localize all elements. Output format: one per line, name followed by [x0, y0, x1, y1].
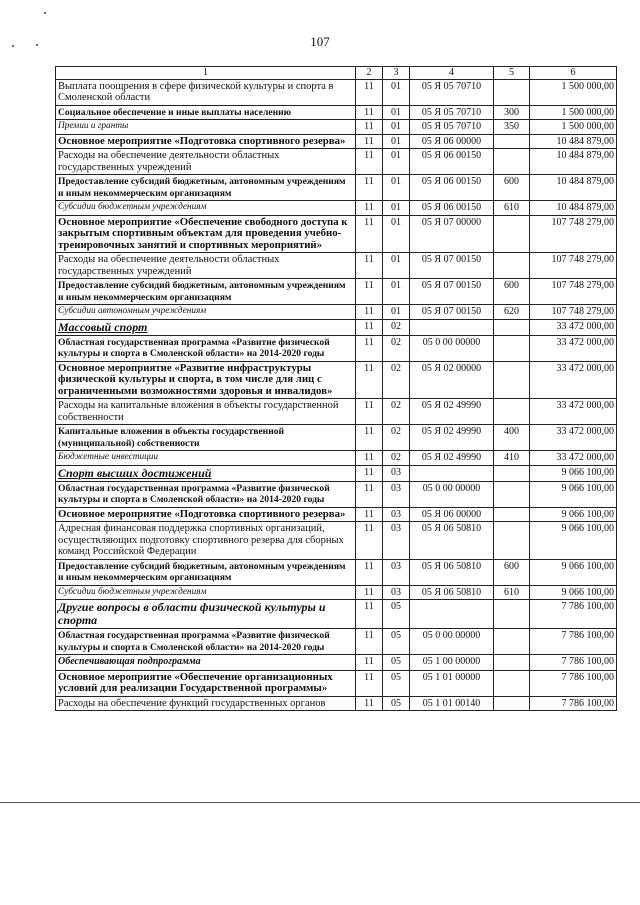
- row-name-cell: [56, 585, 356, 600]
- section-code-cell: 11: [356, 655, 383, 671]
- section-code-cell: 11: [356, 175, 383, 201]
- amount-cell: 7 786 100,00: [530, 670, 617, 696]
- expense-type-cell: [494, 507, 530, 522]
- row-name-cell: [56, 361, 356, 399]
- section-code-cell: 11: [356, 399, 383, 425]
- column-header-6: 6: [530, 67, 617, 80]
- column-header-5: 5: [494, 67, 530, 80]
- amount-cell: 1 500 000,00: [530, 79, 617, 105]
- table-row: [56, 585, 617, 600]
- target-article-cell: 05 1 01 00000: [410, 670, 494, 696]
- row-name-text: Основное мероприятие «Развитие инфраструктуры физической культуры и спорта, в том числе для лиц с ограниченными возможностями здоровья и инвалидов»: [58, 361, 333, 397]
- row-name-text: Капитальные вложения в объекты государственной (муниципальной) собственности: [58, 426, 285, 449]
- row-name-cell: [56, 175, 356, 201]
- subsection-code-cell: 01: [383, 253, 410, 279]
- subsection-code-cell: 01: [383, 79, 410, 105]
- row-name-cell: [56, 279, 356, 305]
- subsection-code-cell: 01: [383, 175, 410, 201]
- section-code-cell: 11: [356, 522, 383, 560]
- amount-cell: 9 066 100,00: [530, 522, 617, 560]
- target-article-cell: 05 0 00 00000: [410, 629, 494, 655]
- amount-cell: 7 786 100,00: [530, 600, 617, 629]
- row-name-cell: [56, 425, 356, 451]
- target-article-cell: 05 Я 06 00150: [410, 175, 494, 201]
- table-row: [56, 319, 617, 335]
- target-article-cell: 05 Я 02 49990: [410, 451, 494, 466]
- budget-table: [55, 66, 617, 711]
- subsection-code-cell: 05: [383, 696, 410, 711]
- expense-type-cell: [494, 629, 530, 655]
- target-article-cell: 05 1 01 00140: [410, 696, 494, 711]
- subsection-code-cell: 03: [383, 481, 410, 507]
- row-name-cell: [56, 399, 356, 425]
- amount-cell: 10 484 879,00: [530, 201, 617, 216]
- subsection-code-cell: 02: [383, 335, 410, 361]
- row-name-cell: [56, 215, 356, 253]
- row-name-cell: [56, 507, 356, 522]
- row-name-text: Расходы на капитальные вложения в объекты государственной собственности: [58, 400, 339, 423]
- expense-type-cell: [494, 670, 530, 696]
- target-article-cell: 05 Я 07 00150: [410, 305, 494, 320]
- row-name-text: Субсидии бюджетным учреждениям: [58, 202, 207, 212]
- target-article-cell: 05 Я 07 00000: [410, 215, 494, 253]
- amount-cell: 33 472 000,00: [530, 425, 617, 451]
- row-name-text: Субсидии бюджетным учреждениям: [58, 586, 207, 597]
- row-name-cell: [56, 481, 356, 507]
- row-name-cell: [56, 201, 356, 216]
- expense-type-cell: 600: [494, 559, 530, 585]
- subsection-code-cell: 05: [383, 600, 410, 629]
- table-row: [56, 629, 617, 655]
- target-article-cell: 05 Я 02 49990: [410, 425, 494, 451]
- subsection-code-cell: 03: [383, 585, 410, 600]
- table-row: [56, 175, 617, 201]
- expense-type-cell: [494, 134, 530, 149]
- row-name-text: Спорт высших достижений: [58, 465, 212, 480]
- target-article-cell: [410, 600, 494, 629]
- subsection-code-cell: 01: [383, 215, 410, 253]
- row-name-text: Премии и гранты: [58, 121, 129, 131]
- section-code-cell: 11: [356, 120, 383, 135]
- row-name-text: Расходы на обеспечение функций государственных органов: [58, 697, 326, 709]
- row-name-text: Адресная финансовая поддержка спортивных организаций, осуществляющих подготовку спортивного резерва для сборных команд Российской Федерации: [58, 523, 344, 557]
- section-code-cell: 11: [356, 215, 383, 253]
- amount-cell: 1 500 000,00: [530, 120, 617, 135]
- row-name-text: Выплата поощрения в сфере физической культуры и спорта в Смоленской области: [58, 80, 334, 103]
- table-row: [56, 507, 617, 522]
- subsection-code-cell: 03: [383, 559, 410, 585]
- row-name-cell: [56, 670, 356, 696]
- subsection-code-cell: 03: [383, 522, 410, 560]
- target-article-cell: [410, 465, 494, 481]
- row-name-cell: [56, 335, 356, 361]
- subsection-code-cell: 02: [383, 361, 410, 399]
- row-name-cell: [56, 522, 356, 560]
- amount-cell: 107 748 279,00: [530, 305, 617, 320]
- table-row: [56, 425, 617, 451]
- target-article-cell: 05 Я 05 70710: [410, 105, 494, 120]
- subsection-code-cell: 03: [383, 465, 410, 481]
- subsection-code-cell: 01: [383, 105, 410, 120]
- table-row: [56, 134, 617, 149]
- subsection-code-cell: 01: [383, 134, 410, 149]
- table-row: [56, 279, 617, 305]
- scan-speck: [36, 44, 38, 46]
- expense-type-cell: [494, 399, 530, 425]
- section-code-cell: 11: [356, 134, 383, 149]
- row-name-text: Основное мероприятие «Обеспечение свободного доступа к закрытым спортивным объектам для проведения учебно-тренировочных занятий и спортивных мероприятий»: [58, 215, 348, 251]
- row-name-cell: [56, 696, 356, 711]
- column-header-3: 3: [383, 67, 410, 80]
- expense-type-cell: [494, 465, 530, 481]
- amount-cell: 107 748 279,00: [530, 279, 617, 305]
- subsection-code-cell: 01: [383, 120, 410, 135]
- target-article-cell: 05 Я 07 00150: [410, 253, 494, 279]
- amount-cell: 33 472 000,00: [530, 335, 617, 361]
- column-header-4: 4: [410, 67, 494, 80]
- expense-type-cell: 300: [494, 105, 530, 120]
- column-header-2: 2: [356, 67, 383, 80]
- amount-cell: 9 066 100,00: [530, 481, 617, 507]
- amount-cell: 7 786 100,00: [530, 629, 617, 655]
- expense-type-cell: [494, 335, 530, 361]
- row-name-cell: [56, 79, 356, 105]
- expense-type-cell: [494, 319, 530, 335]
- column-number-row: [56, 67, 617, 80]
- target-article-cell: 05 Я 02 00000: [410, 361, 494, 399]
- expense-type-cell: [494, 522, 530, 560]
- scan-fold-line: [0, 802, 640, 803]
- table-row: [56, 105, 617, 120]
- subsection-code-cell: 03: [383, 507, 410, 522]
- section-code-cell: 11: [356, 253, 383, 279]
- subsection-code-cell: 02: [383, 319, 410, 335]
- table-row: [56, 559, 617, 585]
- expense-type-cell: [494, 600, 530, 629]
- table-row: [56, 201, 617, 216]
- table-row: [56, 465, 617, 481]
- target-article-cell: 05 1 00 00000: [410, 655, 494, 671]
- subsection-code-cell: 02: [383, 425, 410, 451]
- row-name-cell: [56, 629, 356, 655]
- section-code-cell: 11: [356, 279, 383, 305]
- row-name-text: Обеспечивающая подпрограмма: [58, 656, 201, 667]
- subsection-code-cell: 05: [383, 629, 410, 655]
- section-code-cell: 11: [356, 105, 383, 120]
- row-name-cell: [56, 451, 356, 466]
- table-row: [56, 305, 617, 320]
- section-code-cell: 11: [356, 305, 383, 320]
- section-code-cell: 11: [356, 361, 383, 399]
- table-row: [56, 215, 617, 253]
- subsection-code-cell: 02: [383, 399, 410, 425]
- target-article-cell: 05 Я 07 00150: [410, 279, 494, 305]
- subsection-code-cell: 01: [383, 279, 410, 305]
- amount-cell: 9 066 100,00: [530, 559, 617, 585]
- page-number: 107: [310, 34, 330, 49]
- row-name-text: Предоставление субсидий бюджетным, автономным учреждениям и иным некоммерческим организациям: [58, 280, 346, 303]
- amount-cell: 33 472 000,00: [530, 361, 617, 399]
- table-row: [56, 670, 617, 696]
- amount-cell: 107 748 279,00: [530, 215, 617, 253]
- expense-type-cell: 610: [494, 585, 530, 600]
- amount-cell: 33 472 000,00: [530, 319, 617, 335]
- row-name-text: Областная государственная программа «Развитие физической культуры и спорта в Смоленской области» на 2014-2020 годы: [58, 482, 330, 505]
- row-name-cell: [56, 149, 356, 175]
- section-code-cell: 11: [356, 481, 383, 507]
- row-name-text: Субсидии автономным учреждениям: [58, 306, 207, 316]
- scan-speck: [12, 45, 14, 47]
- row-name-text: Расходы на обеспечение деятельности областных государственных учреждений: [58, 254, 280, 277]
- amount-cell: 9 066 100,00: [530, 465, 617, 481]
- table-row: [56, 335, 617, 361]
- target-article-cell: 05 Я 06 00000: [410, 507, 494, 522]
- row-name-cell: [56, 655, 356, 671]
- target-article-cell: 05 0 00 00000: [410, 335, 494, 361]
- expense-type-cell: [494, 655, 530, 671]
- amount-cell: 107 748 279,00: [530, 253, 617, 279]
- expense-type-cell: 620: [494, 305, 530, 320]
- row-name-cell: [56, 319, 356, 335]
- expense-type-cell: [494, 361, 530, 399]
- row-name-cell: [56, 134, 356, 149]
- table-row: [56, 149, 617, 175]
- row-name-text: Основное мероприятие «Обеспечение организационных условий для реализации Государственной программы»: [58, 670, 333, 694]
- row-name-text: Предоставление субсидий бюджетным, автономным учреждениям и иным некоммерческим организациям: [58, 560, 346, 583]
- section-code-cell: 11: [356, 600, 383, 629]
- amount-cell: 9 066 100,00: [530, 585, 617, 600]
- amount-cell: 10 484 879,00: [530, 134, 617, 149]
- target-article-cell: 05 Я 05 70710: [410, 120, 494, 135]
- expense-type-cell: 350: [494, 120, 530, 135]
- section-code-cell: 11: [356, 585, 383, 600]
- target-article-cell: 05 Я 06 00150: [410, 201, 494, 216]
- table-row: [56, 451, 617, 466]
- amount-cell: 7 786 100,00: [530, 655, 617, 671]
- row-name-cell: [56, 559, 356, 585]
- row-name-cell: [56, 465, 356, 481]
- subsection-code-cell: 01: [383, 201, 410, 216]
- row-name-text: Основное мероприятие «Подготовка спортивного резерва»: [58, 134, 346, 147]
- target-article-cell: 05 Я 06 00000: [410, 134, 494, 149]
- expense-type-cell: [494, 481, 530, 507]
- expense-type-cell: [494, 79, 530, 105]
- expense-type-cell: [494, 253, 530, 279]
- row-name-text: Предоставление субсидий бюджетным, автономным учреждениям и иным некоммерческим организациям: [58, 176, 346, 199]
- section-code-cell: 11: [356, 507, 383, 522]
- table-row: [56, 655, 617, 671]
- row-name-cell: [56, 600, 356, 629]
- table-row: [56, 481, 617, 507]
- target-article-cell: 05 Я 05 70710: [410, 79, 494, 105]
- section-code-cell: 11: [356, 465, 383, 481]
- amount-cell: 10 484 879,00: [530, 175, 617, 201]
- row-name-text: Бюджетные инвестиции: [58, 452, 159, 462]
- amount-cell: 1 500 000,00: [530, 105, 617, 120]
- row-name-cell: [56, 120, 356, 135]
- expense-type-cell: [494, 149, 530, 175]
- amount-cell: 10 484 879,00: [530, 149, 617, 175]
- table-row: [56, 522, 617, 560]
- table-row: [56, 600, 617, 629]
- table-row: [56, 253, 617, 279]
- section-code-cell: 11: [356, 201, 383, 216]
- section-code-cell: 11: [356, 696, 383, 711]
- table-row: [56, 399, 617, 425]
- target-article-cell: 05 Я 06 50810: [410, 585, 494, 600]
- target-article-cell: 05 Я 02 49990: [410, 399, 494, 425]
- row-name-cell: [56, 305, 356, 320]
- target-article-cell: [410, 319, 494, 335]
- target-article-cell: 05 Я 06 00150: [410, 149, 494, 175]
- expense-type-cell: 410: [494, 451, 530, 466]
- amount-cell: 33 472 000,00: [530, 399, 617, 425]
- subsection-code-cell: 05: [383, 655, 410, 671]
- section-code-cell: 11: [356, 670, 383, 696]
- row-name-cell: [56, 105, 356, 120]
- subsection-code-cell: 01: [383, 149, 410, 175]
- row-name-text: Расходы на обеспечение деятельности областных государственных учреждений: [58, 150, 280, 173]
- section-code-cell: 11: [356, 629, 383, 655]
- column-header-1: 1: [56, 67, 356, 80]
- table-row: [56, 120, 617, 135]
- table-row: [56, 696, 617, 711]
- section-code-cell: 11: [356, 451, 383, 466]
- amount-cell: 33 472 000,00: [530, 451, 617, 466]
- expense-type-cell: 600: [494, 279, 530, 305]
- expense-type-cell: 610: [494, 201, 530, 216]
- section-code-cell: 11: [356, 79, 383, 105]
- expense-type-cell: 400: [494, 425, 530, 451]
- target-article-cell: 05 Я 06 50810: [410, 559, 494, 585]
- target-article-cell: 05 Я 06 50810: [410, 522, 494, 560]
- section-code-cell: 11: [356, 559, 383, 585]
- row-name-text: Другие вопросы в области физической культуры и спорта: [58, 600, 326, 627]
- table-row: [56, 79, 617, 105]
- scan-speck: [44, 12, 46, 14]
- expense-type-cell: [494, 696, 530, 711]
- subsection-code-cell: 01: [383, 305, 410, 320]
- section-code-cell: 11: [356, 149, 383, 175]
- row-name-text: Основное мероприятие «Подготовка спортивного резерва»: [58, 507, 346, 520]
- amount-cell: 7 786 100,00: [530, 696, 617, 711]
- row-name-text: Областная государственная программа «Развитие физической культуры и спорта в Смоленской области» на 2014-2020 годы: [58, 630, 330, 653]
- section-code-cell: 11: [356, 335, 383, 361]
- row-name-text: Массовый спорт: [58, 319, 148, 334]
- expense-type-cell: [494, 215, 530, 253]
- section-code-cell: 11: [356, 319, 383, 335]
- expense-type-cell: 600: [494, 175, 530, 201]
- row-name-text: Областная государственная программа «Развитие физической культуры и спорта в Смоленской области» на 2014-2020 годы: [58, 336, 330, 359]
- subsection-code-cell: 05: [383, 670, 410, 696]
- section-code-cell: 11: [356, 425, 383, 451]
- amount-cell: 9 066 100,00: [530, 507, 617, 522]
- row-name-text: Социальное обеспечение и иные выплаты населению: [58, 106, 291, 118]
- table-row: [56, 361, 617, 399]
- subsection-code-cell: 02: [383, 451, 410, 466]
- target-article-cell: 05 0 00 00000: [410, 481, 494, 507]
- row-name-cell: [56, 253, 356, 279]
